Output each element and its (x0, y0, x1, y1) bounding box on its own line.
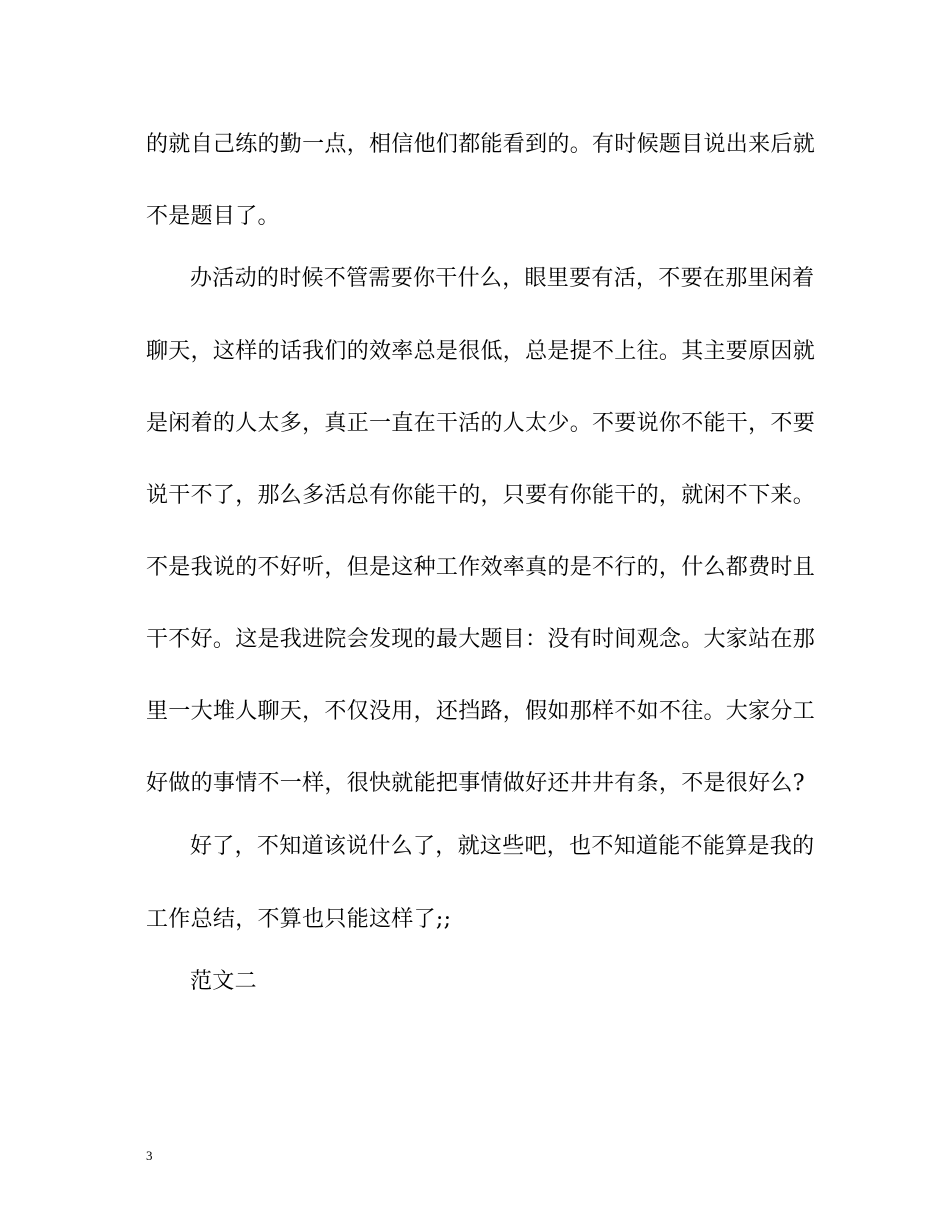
text-line-1: 的就自己练的勤一点，相信他们都能看到的。有时候题目说出来后就 (146, 132, 816, 157)
text-line-5: 是闲着的人太多，真正一直在干活的人太少。不要说你不能干，不要 (146, 411, 816, 436)
text-line-11: 好了，不知道该说什么了，就这些吧，也不知道能不能算是我的 (190, 834, 815, 859)
text-line-4: 聊天，这样的话我们的效率总是很低，总是提不上往。其主要原因就 (146, 339, 816, 364)
page-number: 3 (146, 1148, 153, 1163)
text-line-8: 干不好。这是我进院会发现的最大题目：没有时间观念。大家站在那 (146, 627, 816, 652)
section-heading-line: 范文二 (190, 969, 257, 994)
text-line-12: 工作总结，不算也只能这样了;; (146, 907, 452, 932)
text-line-9: 里一大堆人聊天，不仅没用，还挡路，假如那样不如不往。大家分工 (146, 699, 816, 724)
text-line-7: 不是我说的不好听，但是这种工作效率真的是不行的，什么都费时且 (146, 555, 816, 580)
text-line-3: 办活动的时候不管需要你干什么，眼里要有活，不要在那里闲着 (190, 266, 815, 291)
text-line-10: 好做的事情不一样，很快就能把事情做好还井井有条，不是很好么? (146, 771, 805, 796)
text-line-2: 不是题目了。 (146, 204, 280, 229)
text-line-6: 说干不了，那么多活总有你能干的，只要有你能干的，就闲不下来。 (146, 483, 816, 508)
